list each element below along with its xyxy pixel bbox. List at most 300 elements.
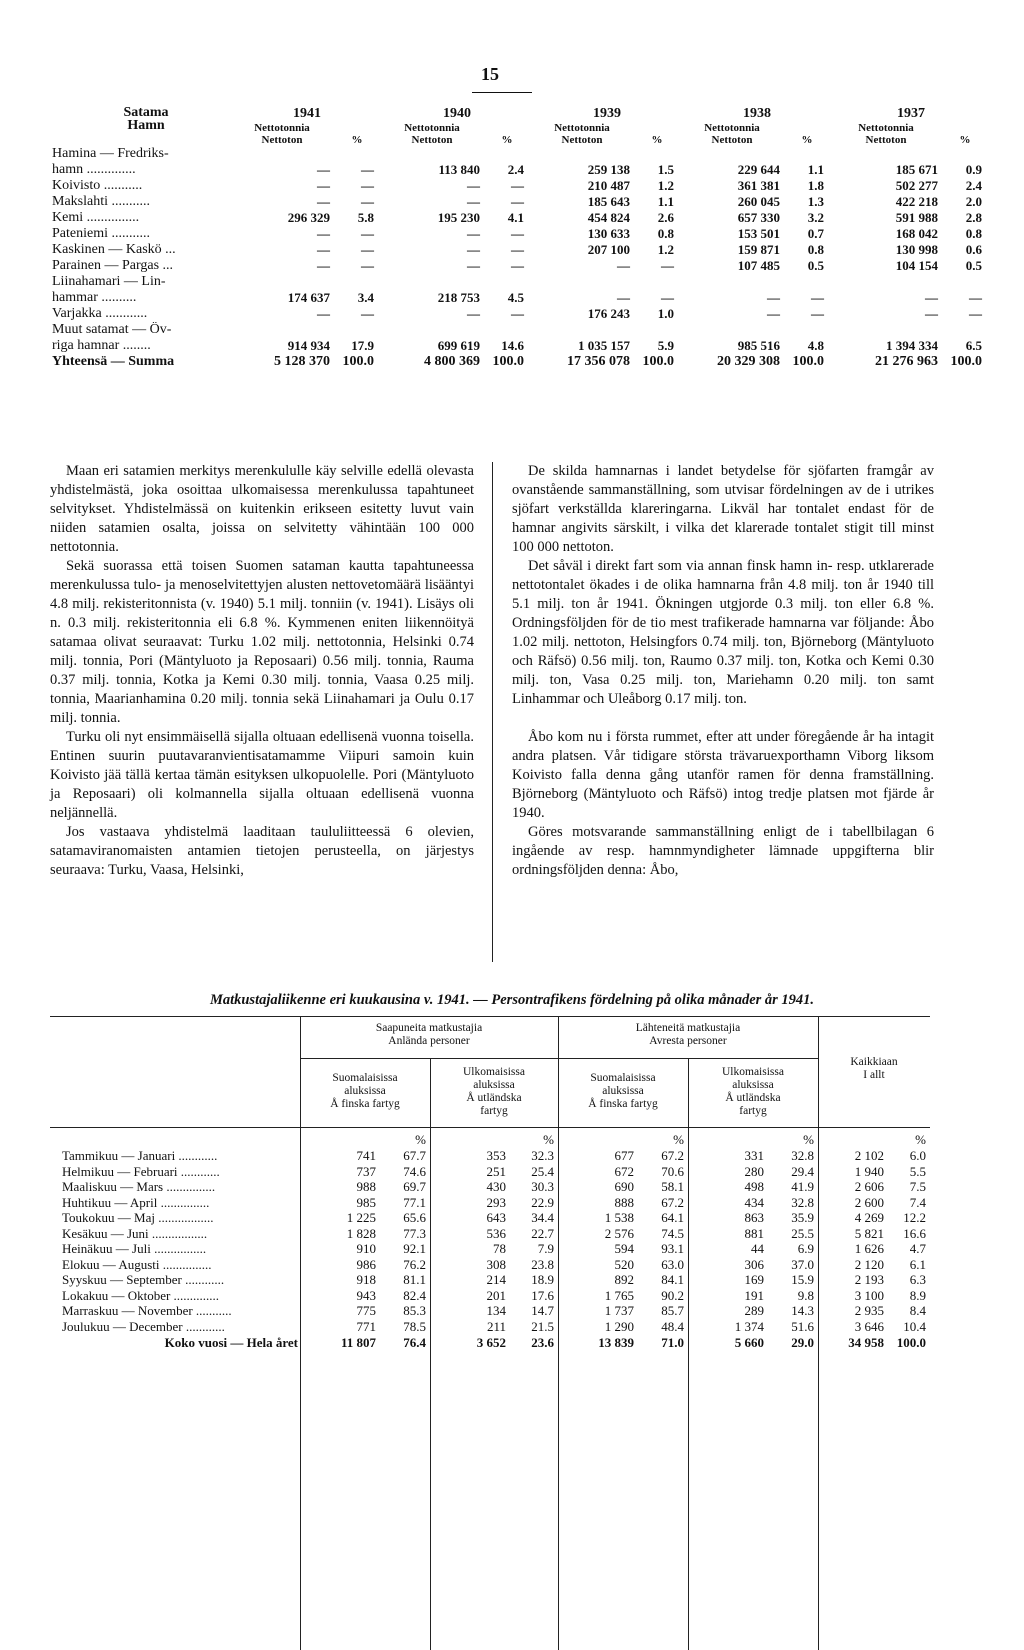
percent-value: — <box>661 290 674 305</box>
tonnage-value: — <box>317 178 330 193</box>
percent-value: 100.0 <box>492 354 524 369</box>
harbour-name: riga hamnar ........ <box>52 338 151 353</box>
passenger-count: 863 <box>744 1210 764 1225</box>
percent-value <box>332 146 382 162</box>
tonnage-value: 17 356 078 <box>567 354 630 369</box>
percent-header: % <box>415 1132 426 1147</box>
tonnage-value: 502 277 <box>895 178 938 193</box>
passenger-percent: 37.0 <box>791 1256 814 1272</box>
passenger-count: 910 <box>356 1241 376 1256</box>
passenger-percent: 29.4 <box>791 1163 814 1179</box>
departed-passengers-header: Lähteneitä matkustajia Avresta personer <box>635 1022 741 1047</box>
passenger-percent: 85.7 <box>661 1303 684 1318</box>
percent-value <box>482 322 532 338</box>
tonnage-value: 657 330 <box>737 210 780 225</box>
tonnage-value: — <box>317 242 330 257</box>
passenger-percent: 48.4 <box>661 1318 684 1334</box>
harbour-name: Pateniemi ........... <box>52 226 150 241</box>
passenger-count: 308 <box>486 1256 506 1272</box>
passenger-count: 1 626 <box>854 1241 884 1256</box>
month-row <box>50 1272 930 1287</box>
month-label: Kesäkuu — Juni ................. <box>62 1225 208 1241</box>
percent-value: 0.8 <box>807 242 824 257</box>
harbour-row <box>50 322 990 338</box>
percent-value: 4.1 <box>507 210 524 225</box>
passenger-count: 214 <box>486 1272 506 1287</box>
harbour-row <box>50 338 990 354</box>
percent-value: 1.1 <box>657 194 674 209</box>
year-header: 1940 <box>443 106 471 121</box>
percent-value: 1.0 <box>657 306 674 321</box>
month-row <box>50 1303 930 1318</box>
paragraph-sv: De skilda hamnarnas i landet betydelse för sjöfarten framgår av ovanstående sammanställning, som utvisar fördelningen av de i utrikes sjöfart verkställda klareringarna. Likväl har tontalet endast för de hamnar angivits särskilt, i vilka det klarerade tontalet stigit till minst 100 000 nettoton. <box>512 463 934 555</box>
total-row <box>50 1335 930 1350</box>
percent-value: 2.8 <box>965 210 982 225</box>
tonnage-value: — <box>925 306 938 321</box>
passenger-count: 775 <box>356 1303 376 1318</box>
passenger-count: 289 <box>744 1303 764 1318</box>
harbour-header-fi: Satama <box>123 105 169 120</box>
passenger-percent: 32.8 <box>791 1194 814 1210</box>
percent-value: 2.4 <box>507 162 524 177</box>
passenger-count: 293 <box>486 1194 506 1210</box>
passenger-percent: 81.1 <box>403 1272 426 1287</box>
passenger-percent: 67.2 <box>661 1194 684 1210</box>
tonnage-value: — <box>467 306 480 321</box>
percent-value <box>782 146 832 162</box>
month-label: Tammikuu — Januari ............ <box>62 1148 218 1163</box>
passenger-table <box>50 1016 930 1648</box>
percent-value: — <box>811 290 824 305</box>
harbour-name: Varjakka ............ <box>52 306 148 321</box>
percent-value: 3.4 <box>357 290 374 305</box>
harbour-row <box>50 226 990 242</box>
month-label: Elokuu — Augusti ............... <box>62 1256 212 1272</box>
harbour-row <box>50 306 990 322</box>
harbour-name: Yhteensä — Summa <box>52 354 175 369</box>
passenger-percent: 69.7 <box>403 1179 426 1194</box>
passenger-count: 1 737 <box>604 1303 634 1318</box>
passenger-count: 134 <box>486 1303 506 1318</box>
month-label: Syyskuu — September ............ <box>62 1272 225 1287</box>
month-label: Marraskuu — November ........... <box>62 1303 232 1318</box>
percent-value: 1.5 <box>657 162 674 177</box>
tonnage-value <box>682 274 782 290</box>
table-rule-top <box>50 1016 930 1017</box>
month-row <box>50 1195 930 1210</box>
year-header: 1941 <box>293 106 321 121</box>
harbour-row <box>50 242 990 258</box>
tonnage-value <box>682 322 782 338</box>
harbour-name: Liinahamari — Lin- <box>52 274 166 289</box>
tonnage-value: 260 045 <box>737 194 780 209</box>
percent-value <box>482 146 532 162</box>
passenger-percent: 70.6 <box>661 1163 684 1179</box>
harbour-name: Kemi ............... <box>52 210 140 225</box>
tonnage-value: 107 485 <box>737 258 780 273</box>
passenger-count: 3 100 <box>854 1287 884 1303</box>
tonnage-value: 159 871 <box>737 242 780 257</box>
passenger-count: 353 <box>486 1148 506 1163</box>
percent-value: 5.8 <box>357 210 374 225</box>
passenger-count: 881 <box>744 1225 764 1241</box>
tonnage-value <box>532 146 632 162</box>
percent-value: — <box>361 258 374 273</box>
net-tonnage-sv-header: Nettoton <box>261 134 303 146</box>
passenger-percent: 77.1 <box>403 1194 426 1210</box>
passenger-count: 2 935 <box>854 1303 884 1318</box>
net-tonnage-fi-header: Nettotonnia <box>404 122 460 134</box>
percent-header: % <box>673 1132 684 1147</box>
tonnage-value <box>832 274 940 290</box>
percent-value <box>332 274 382 290</box>
tonnage-value: — <box>617 258 630 273</box>
harbour-name: Makslahti ........... <box>52 194 150 209</box>
finnish-ships-header: Suomalaisissa aluksissa Å finska fartyg <box>588 1072 658 1110</box>
percent-value: — <box>969 306 982 321</box>
percent-value: 2.4 <box>965 178 982 193</box>
passenger-percent: 35.9 <box>791 1210 814 1225</box>
passenger-count: 1 940 <box>854 1163 884 1179</box>
percent-value: 0.5 <box>965 258 982 273</box>
passenger-percent: 41.9 <box>791 1179 814 1194</box>
tonnage-value: 218 753 <box>437 290 480 305</box>
percent-value: 100.0 <box>950 354 982 369</box>
percent-value: — <box>361 194 374 209</box>
passenger-percent: 7.4 <box>909 1194 926 1210</box>
tonnage-value <box>232 322 332 338</box>
tonnage-value: 174 637 <box>287 290 330 305</box>
passenger-percent: 9.8 <box>797 1287 814 1303</box>
page-number: 15 <box>481 64 499 84</box>
passenger-count: 741 <box>356 1148 376 1163</box>
passenger-percent: 18.9 <box>531 1272 554 1287</box>
passenger-count: 3 646 <box>854 1318 884 1334</box>
passenger-count: 331 <box>744 1148 764 1163</box>
tonnage-value: 153 501 <box>737 226 780 241</box>
tonnage-value: 985 516 <box>737 338 780 353</box>
percent-value <box>482 274 532 290</box>
month-label: Toukokuu — Maj ................. <box>62 1210 214 1225</box>
passenger-percent: 25.4 <box>531 1163 554 1179</box>
harbour-name: Kaskinen — Kaskö ... <box>52 242 176 257</box>
percent-value <box>940 322 990 338</box>
harbour-name: hamn .............. <box>52 162 136 177</box>
swedish-text-column <box>512 462 934 880</box>
tonnage-value: — <box>317 226 330 241</box>
passenger-percent: 25.5 <box>791 1225 814 1241</box>
passenger-count: 737 <box>356 1163 376 1179</box>
passenger-percent: 22.9 <box>531 1194 554 1210</box>
harbour-row <box>50 290 990 306</box>
passenger-percent: 77.3 <box>403 1225 426 1241</box>
percent-value: 1.3 <box>807 194 824 209</box>
passenger-count: 306 <box>744 1256 764 1272</box>
percent-header: % <box>651 134 663 146</box>
percent-value <box>632 146 682 162</box>
tonnage-value: 21 276 963 <box>875 354 938 369</box>
tonnage-value <box>382 146 482 162</box>
tonnage-value: — <box>317 194 330 209</box>
net-tonnage-fi-header: Nettotonnia <box>554 122 610 134</box>
percent-value: 0.8 <box>965 226 982 241</box>
net-tonnage-fi-header: Nettotonnia <box>254 122 310 134</box>
harbour-row <box>50 354 990 370</box>
percent-value: 1.1 <box>807 162 824 177</box>
passenger-count: 1 290 <box>604 1318 634 1334</box>
month-row <box>50 1288 930 1303</box>
percent-value: 100.0 <box>642 354 674 369</box>
tonnage-value: 130 633 <box>587 226 630 241</box>
table-rule-vertical <box>688 1058 689 1650</box>
table-rule-header <box>50 1127 930 1128</box>
percent-value: 0.6 <box>965 242 982 257</box>
harbour-name: Hamina — Fredriks- <box>52 146 169 161</box>
percent-header: % <box>501 134 513 146</box>
passenger-count: 892 <box>614 1272 634 1287</box>
passenger-percent: 71.0 <box>661 1335 684 1350</box>
percent-value <box>332 322 382 338</box>
passenger-percent: 84.1 <box>661 1272 684 1287</box>
passenger-percent: 21.5 <box>531 1318 554 1334</box>
net-tonnage-sv-header: Nettoton <box>411 134 453 146</box>
passenger-percent: 4.7 <box>909 1241 926 1256</box>
month-label: Lokakuu — Oktober .............. <box>62 1287 220 1303</box>
passenger-percent: 85.3 <box>403 1303 426 1318</box>
column-divider <box>492 462 493 962</box>
passenger-percent: 93.1 <box>661 1241 684 1256</box>
tonnage-value: — <box>317 306 330 321</box>
tonnage-value: 5 128 370 <box>274 354 330 369</box>
tonnage-value: 361 381 <box>737 178 780 193</box>
percent-value <box>632 274 682 290</box>
tonnage-value: — <box>467 226 480 241</box>
passenger-percent: 76.4 <box>403 1335 426 1350</box>
percent-value: — <box>969 290 982 305</box>
passenger-percent: 82.4 <box>403 1287 426 1303</box>
paragraph-sv: Åbo kom nu i första rummet, efter att under föregående år ha intagit andra platsen. Vår tidigare största trävaruexporthamn Viborg liksom Koivisto falla denna gång utanför ramen för denna framställning. Björneborg (Mäntyluoto och Räfsö) intog tredje platsen mot fjärde år 1940. <box>512 729 934 821</box>
percent-value: — <box>511 194 524 209</box>
net-tonnage-sv-header: Nettoton <box>561 134 603 146</box>
percent-value <box>940 146 990 162</box>
tonnage-value: — <box>467 178 480 193</box>
tonnage-value: 207 100 <box>587 242 630 257</box>
percent-header: % <box>801 134 813 146</box>
passenger-count: 430 <box>486 1179 506 1194</box>
passenger-percent: 7.5 <box>909 1179 926 1194</box>
passenger-percent: 51.6 <box>791 1318 814 1334</box>
tonnage-value <box>232 146 332 162</box>
passenger-percent: 17.6 <box>531 1287 554 1303</box>
finnish-ships-header: Suomalaisissa aluksissa Å finska fartyg <box>330 1072 400 1110</box>
passenger-percent: 100.0 <box>896 1335 926 1350</box>
harbour-row <box>50 274 990 290</box>
harbour-column-header <box>50 104 232 146</box>
passenger-count: 643 <box>486 1210 506 1225</box>
tonnage-value: 259 138 <box>587 162 630 177</box>
passenger-count: 2 102 <box>854 1148 884 1163</box>
passenger-percent: 34.4 <box>531 1210 554 1225</box>
harbour-name: Parainen — Pargas ... <box>52 258 174 273</box>
passenger-count: 3 652 <box>476 1335 506 1350</box>
tonnage-value: 20 329 308 <box>717 354 780 369</box>
tonnage-value: 914 934 <box>287 338 330 353</box>
passenger-count: 44 <box>751 1241 764 1256</box>
foreign-ships-header: Ulkomaisissa aluksissa Å utländska fartyg <box>463 1066 525 1117</box>
passenger-count: 985 <box>356 1194 376 1210</box>
harbour-row <box>50 258 990 274</box>
passenger-percent: 8.4 <box>909 1303 926 1318</box>
month-row <box>50 1226 930 1241</box>
passenger-count: 1 225 <box>346 1210 376 1225</box>
percent-value: — <box>361 162 374 177</box>
net-tonnage-sv-header: Nettoton <box>865 134 907 146</box>
month-label: Koko vuosi — Hela året <box>164 1335 298 1350</box>
tonnage-value: — <box>467 194 480 209</box>
passenger-count: 169 <box>744 1272 764 1287</box>
harbour-row <box>50 210 990 226</box>
harbour-row <box>50 162 990 178</box>
tonnage-value <box>532 274 632 290</box>
percent-header: % <box>959 134 971 146</box>
percent-value: 0.7 <box>807 226 824 241</box>
year-header: 1938 <box>743 106 771 121</box>
harbour-row <box>50 146 990 162</box>
passenger-percent: 92.1 <box>403 1241 426 1256</box>
tonnage-value: — <box>925 290 938 305</box>
percent-value: — <box>511 242 524 257</box>
percent-value: — <box>511 306 524 321</box>
passenger-count: 1 765 <box>604 1287 634 1303</box>
percent-value <box>632 322 682 338</box>
percent-value: 1.2 <box>657 178 674 193</box>
passenger-percent: 6.3 <box>909 1272 926 1287</box>
tonnage-value: 113 840 <box>438 162 480 177</box>
tonnage-value: 422 218 <box>895 194 938 209</box>
percent-value: — <box>511 258 524 273</box>
paragraph-fi: Maan eri satamien merkitys merenkululle käy selville edellä olevasta yhdistelmästä, joka osoittaa ulkomaisessa merenkulussa tapahtuneet selvitykset. Yhdistelmässä on kuitenkin erikseen esitetty luvut vain niiden satamien osalta, joissa on selvitetty vähintään 100 000 nettotonnia. <box>50 463 474 555</box>
percent-value: 4.5 <box>507 290 524 305</box>
passenger-percent: 6.1 <box>909 1256 926 1272</box>
tonnage-value <box>832 322 940 338</box>
passenger-percent: 30.3 <box>531 1179 554 1194</box>
percent-value <box>782 322 832 338</box>
passenger-percent: 74.5 <box>661 1225 684 1241</box>
paragraph-fi: Jos vastaava yhdistelmä laaditaan taululiitteessä 6 olevien, satamaviranomaisten antamien tietojen perusteella, on järjestys seuraava: Turku, Vaasa, Helsinki, <box>50 824 474 878</box>
percent-value: 4.8 <box>807 338 824 353</box>
year-header: 1937 <box>897 106 925 121</box>
month-row <box>50 1257 930 1272</box>
percent-value: — <box>811 306 824 321</box>
passenger-count: 191 <box>744 1287 764 1303</box>
month-row <box>50 1319 930 1334</box>
tonnage-value <box>382 274 482 290</box>
paragraph-sv: Det såväl i direkt fart som via annan finsk hamn in- resp. utklarerade nettotontalet ökades i de olika hamnarna från 4.8 milj. ton år 1940 till 5.1 milj. ton år 1941. Ökningen utgjorde 0.3 milj. ton eller 6.8 %. Ordningsföljden för de tio mest trafikerade hamnarna var följande: Åbo 1.02 milj. nettoton, Helsingfors 0.74 milj. ton, Björneborg (Mäntyluoto och Räfsö) 0.56 milj. ton, Raumo 0.37 milj. ton, Kotka och Kemi 0.30 milj. ton, Vasa 0.25 milj. ton, Mariehamn 0.20 milj. ton samt Linhammar och Uleåborg 0.17 milj. ton. <box>512 558 934 707</box>
passenger-count: 251 <box>486 1163 506 1179</box>
passenger-percent: 65.6 <box>403 1210 426 1225</box>
tonnage-value: 454 824 <box>587 210 630 225</box>
passenger-percent: 58.1 <box>661 1179 684 1194</box>
passenger-percent: 16.6 <box>903 1225 926 1241</box>
tonnage-value: 229 644 <box>737 162 780 177</box>
passenger-count: 201 <box>486 1287 506 1303</box>
passenger-count: 594 <box>614 1241 634 1256</box>
percent-value: 0.5 <box>807 258 824 273</box>
passenger-count: 5 660 <box>734 1335 764 1350</box>
passenger-count: 34 958 <box>848 1335 884 1350</box>
month-label: Helmikuu — Februari ............ <box>62 1163 220 1179</box>
passenger-percent: 32.8 <box>791 1148 814 1163</box>
tonnage-value: 210 487 <box>587 178 630 193</box>
percent-value: — <box>511 178 524 193</box>
passenger-count: 918 <box>356 1272 376 1287</box>
passenger-percent: 5.5 <box>909 1163 926 1179</box>
passenger-count: 434 <box>744 1194 764 1210</box>
tonnage-value: 1 394 334 <box>886 338 938 353</box>
passenger-percent: 14.3 <box>791 1303 814 1318</box>
passenger-count: 1 538 <box>604 1210 634 1225</box>
year-header: 1939 <box>593 106 621 121</box>
passenger-count: 78 <box>493 1241 506 1256</box>
passenger-percent: 76.2 <box>403 1256 426 1272</box>
percent-value: 2.6 <box>657 210 674 225</box>
passenger-count: 13 839 <box>598 1335 634 1350</box>
passenger-count: 2 120 <box>854 1256 884 1272</box>
passenger-percent: 32.3 <box>531 1148 554 1163</box>
month-label: Heinäkuu — Juli ................ <box>62 1241 207 1256</box>
passenger-count: 520 <box>614 1256 634 1272</box>
passenger-percent: 6.9 <box>797 1241 814 1256</box>
net-tonnage-fi-header: Nettotonnia <box>858 122 914 134</box>
passenger-count: 5 821 <box>854 1225 884 1241</box>
percent-value: — <box>361 178 374 193</box>
passenger-count: 280 <box>744 1163 764 1179</box>
passenger-percent: 23.8 <box>531 1256 554 1272</box>
passenger-percent: 22.7 <box>531 1225 554 1241</box>
passenger-count: 2 606 <box>854 1179 884 1194</box>
passenger-percent: 63.0 <box>661 1256 684 1272</box>
percent-value: 5.9 <box>657 338 674 353</box>
paragraph-sv: Göres motsvarande sammanställning enligt de i tabellbilagan 6 ingående av resp. hamnmyndigheter lämnade uppgifterna blir ordningsföljden denna: Åbo, <box>512 824 934 878</box>
passenger-count: 2 600 <box>854 1194 884 1210</box>
finnish-text-column <box>50 462 474 880</box>
tonnage-value: — <box>617 290 630 305</box>
passenger-percent: 7.9 <box>537 1241 554 1256</box>
percent-value: 6.5 <box>965 338 982 353</box>
percent-value: 1.2 <box>657 242 674 257</box>
passenger-count: 690 <box>614 1179 634 1194</box>
percent-value: — <box>511 226 524 241</box>
month-label: Maaliskuu — Mars ............... <box>62 1179 216 1194</box>
tonnage-value: — <box>467 258 480 273</box>
tonnage-value: 591 988 <box>895 210 938 225</box>
passenger-percent: 12.2 <box>903 1210 926 1225</box>
percent-value: 0.9 <box>965 162 982 177</box>
passenger-percent: 29.0 <box>791 1335 814 1350</box>
month-label: Joulukuu — December ............ <box>62 1318 225 1334</box>
passenger-percent: 78.5 <box>403 1318 426 1334</box>
passenger-count: 536 <box>486 1225 506 1241</box>
percent-value: 1.8 <box>807 178 824 193</box>
page-number-rule <box>472 92 532 93</box>
tonnage-value: 176 243 <box>587 306 630 321</box>
passenger-count: 498 <box>744 1179 764 1194</box>
tonnage-value: 296 329 <box>287 210 330 225</box>
tonnage-value: — <box>767 306 780 321</box>
percent-header: % <box>915 1132 926 1147</box>
paragraph-fi: Turku oli nyt ensimmäisellä sijalla oltuaan edellisenä vuonna toisella. Entinen suurin puutavaranvientisatamamme Viipuri samoin kuin Koivisto jää tällä kertaa tämän esityksen ulkopuolelle. Pori (Mäntyluoto ja Reposaari) oli kolmannella sijalla oltuaan edellisenä vuonna neljännellä. <box>50 729 474 821</box>
harbour-header-sv: Hamn <box>127 118 165 133</box>
